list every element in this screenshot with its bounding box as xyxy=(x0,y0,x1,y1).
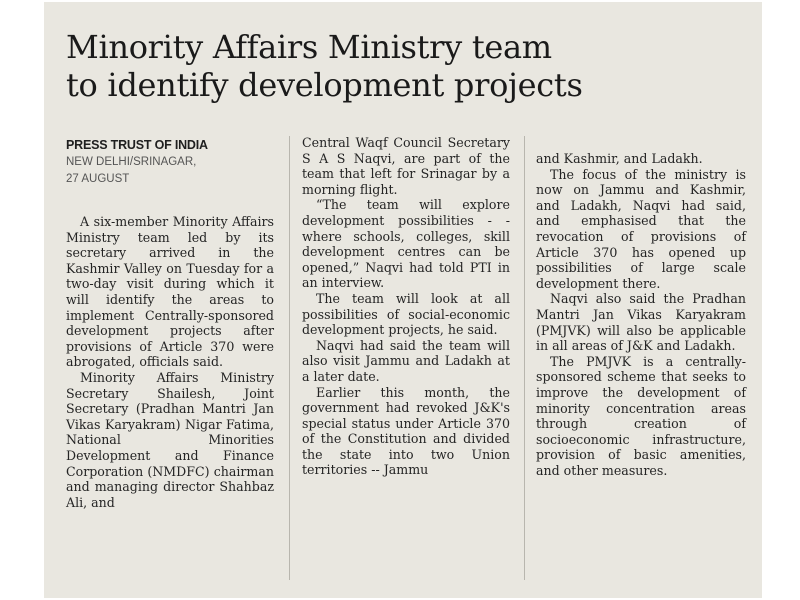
byline xyxy=(66,136,266,188)
article-paragraph: Naqvi had said the team will also visit Jammu and Ladakh at a later date. xyxy=(302,337,510,384)
article-paragraph: The PMJVK is a centrally-sponsored scheme that seeks to improve the development of minority concentration areas through creation of socioeconomic infrastructure, provision of basic amenities, and other measures. xyxy=(536,353,746,478)
column-divider xyxy=(524,136,525,580)
article-paragraph: The focus of the ministry is now on Jammu and Kashmir, and Ladakh, Naqvi had said, and emphasised that the revocation of provisions of Article 370 has opened up possibilities of large scale development there. xyxy=(536,166,746,291)
article-paragraph: Naqvi also said the Pradhan Mantri Jan Vikas Karyakram (PMJVK) will also be applicable in all areas of J&K and Ladakh. xyxy=(536,291,746,354)
column-divider xyxy=(289,136,290,580)
article-paragraph: and Kashmir, and Ladakh. xyxy=(536,151,703,166)
article-paragraph: Central Waqf Council Secretary S A S Naqvi, are part of the team that left for Srinagar by a morning flight. xyxy=(302,135,510,197)
article-column-1 xyxy=(66,214,274,510)
news-agency: PRESS TRUST OF INDIA xyxy=(66,138,208,152)
headline-line-2: to identify development projects xyxy=(66,66,583,104)
headline-line-1: Minority Affairs Ministry team xyxy=(66,28,552,66)
dateline-place: NEW DELHI/SRINAGAR, xyxy=(66,156,197,168)
article-paragraph: “The team will explore development possibilities - - where schools, colleges, skill development centres can be opened,” Naqvi had told PTI in an interview. xyxy=(302,197,510,291)
article-paragraph: A six-member Minority Affairs Ministry team led by its secretary arrived in the Kashmir Valley on Tuesday for a two-day visit during which it will identify the areas to implement Centrally-sponsored development projects after provisions of Article 370 were abrogated, officials said. xyxy=(66,214,274,370)
article-column-3 xyxy=(536,151,746,478)
article-column-2 xyxy=(302,135,510,478)
newspaper-clipping xyxy=(44,2,762,598)
article-paragraph: Earlier this month, the government had revoked J&K's special status under Article 370 of the Constitution and divided the state into two Union territories -- Jammu xyxy=(302,384,510,478)
article-paragraph: The team will look at all possibilities of social-economic development projects, he said. xyxy=(302,290,510,338)
headline xyxy=(66,28,756,104)
dateline-date: 27 AUGUST xyxy=(66,173,130,185)
article-paragraph: Minority Affairs Ministry Secretary Shailesh, Joint Secretary (Pradhan Mantri Jan Vikas Karyakram) Nigar Fatima, National Minorities Development and Finance Corporation (NMDFC) chairman and managing director Shahbaz Ali, and xyxy=(66,369,274,510)
